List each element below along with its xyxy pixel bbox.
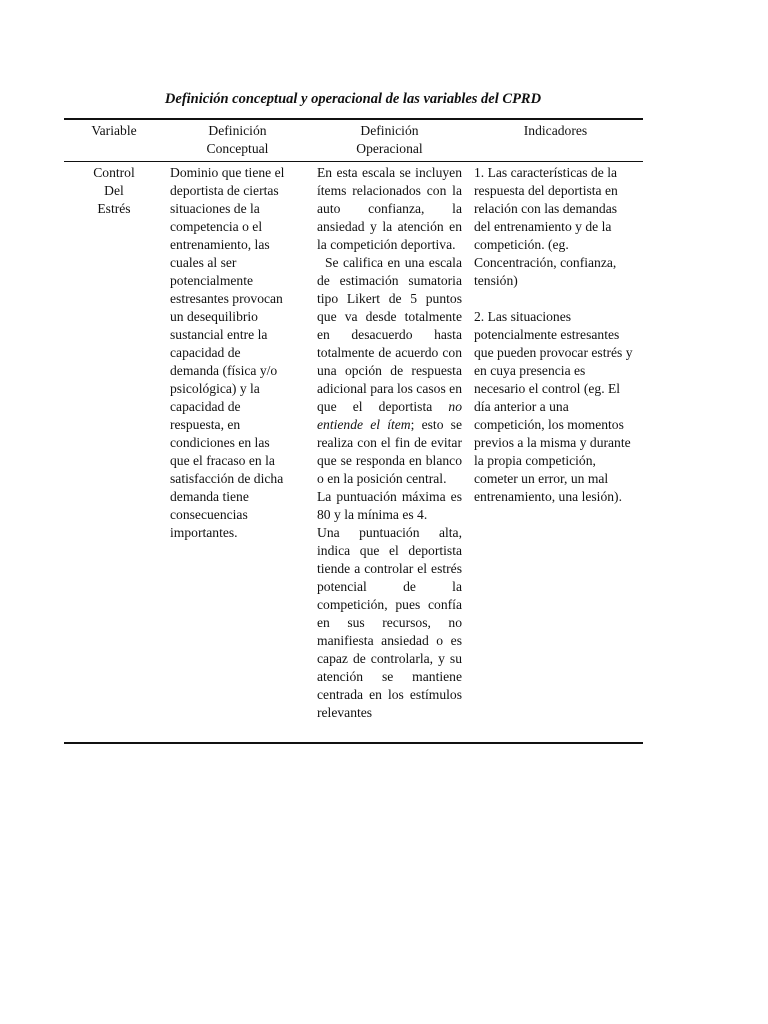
operacional-paragraph: En esta escala se incluyen ítems relacionados con la auto confianza, la ansiedad y la atención en la competición deportiva. (317, 165, 462, 252)
conceptual-line: competencia o el (170, 219, 263, 234)
variable-line: Estrés (97, 201, 131, 216)
conceptual-line: Dominio que tiene el (170, 165, 285, 180)
header-label-line: Definición (360, 123, 419, 138)
conceptual-line: satisfacción de dicha (170, 471, 284, 486)
header-label-line: Conceptual (206, 141, 269, 156)
conceptual-line: importantes. (170, 525, 238, 540)
conceptual-line: consecuencias (170, 507, 248, 522)
operacional-paragraph (317, 254, 462, 488)
conceptual-line: capacidad de (170, 399, 241, 414)
header-label-line: Definición (208, 123, 267, 138)
conceptual-line: condiciones en las (170, 435, 270, 450)
operacional-paragraph: La puntuación máxima es 80 y la mínima es 4. (317, 489, 462, 522)
operacional-paragraph: Una puntuación alta, indica que el deportista tiende a controlar el estrés potencial de la competición, pues confía en sus recursos, no manifiesta ansiedad o es capaz de controlarla, y su atención se mantiene centrada en los estímulos relevantes (317, 525, 462, 720)
conceptual-line: entrenamiento, las (170, 237, 270, 252)
header-variable (64, 119, 164, 162)
cell-definicion-conceptual (164, 162, 311, 744)
conceptual-line: psicológica) y la (170, 381, 260, 396)
operacional-text: ; esto se realiza con el fin de evitar que se responda en blanco o en la posición central. (317, 417, 463, 486)
header-indicadores (468, 119, 643, 162)
conceptual-line: un desequilibrio (170, 309, 258, 324)
header-variable-label: Variable (91, 123, 137, 138)
header-indicadores-label: Indicadores (523, 123, 588, 138)
conceptual-line: deportista de ciertas (170, 183, 279, 198)
conceptual-line: estresantes provocan (170, 291, 283, 306)
conceptual-line: demanda (física y/o (170, 363, 278, 378)
table-title: Definición conceptual y operacional de las variables del CPRD (164, 91, 542, 107)
cell-definicion-operacional (311, 162, 468, 744)
header-label-line: Operacional (356, 141, 423, 156)
header-row (64, 119, 643, 162)
conceptual-line: respuesta, en (170, 417, 241, 432)
conceptual-line: potencialmente (170, 273, 254, 288)
cell-variable (64, 162, 164, 744)
variable-line: Control (93, 165, 135, 180)
conceptual-line: demanda tiene (170, 489, 249, 504)
operacional-text: Se califica en una escala de estimación sumatoria tipo Likert de 5 puntos que va desde totalmente en desacuerdo hasta totalmente de acuerdo con una opción de respuesta adicional para los casos en que el deportista (317, 255, 462, 414)
conceptual-line: que el fracaso en la (170, 453, 275, 468)
variables-table (64, 118, 643, 744)
cell-indicadores (468, 162, 643, 744)
conceptual-line: cuales al ser (170, 255, 237, 270)
operacional-italic-text: no entiende el ítem (317, 399, 462, 432)
table-row (64, 162, 643, 744)
indicador-paragraph: 2. Las situaciones potencialmente estresantes que pueden provocar estrés y en cuya presencia es necesario el control (eg. El día anterior a una competición, los momentos previos a la misma y durante la propia competición, cometer un error, un mal entrenamiento, una lesión). (474, 309, 633, 504)
conceptual-line: situaciones de la (170, 201, 260, 216)
indicador-paragraph: 1. Las características de la respuesta del deportista en relación con las demandas del entrenamiento y de la competición. (eg. Concentración, confianza, tensión) (474, 165, 618, 288)
conceptual-line: capacidad de (170, 345, 241, 360)
conceptual-line: sustancial entre la (170, 327, 268, 342)
header-definicion-conceptual (164, 119, 311, 162)
header-definicion-operacional (311, 119, 468, 162)
variable-line: Del (104, 183, 124, 198)
